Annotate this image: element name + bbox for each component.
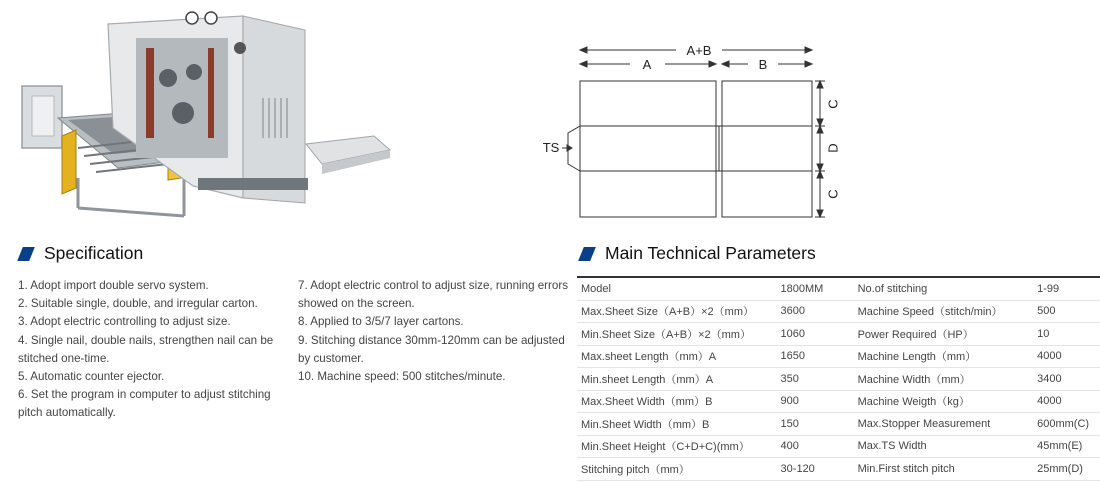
carton-dimension-diagram	[530, 38, 850, 228]
spec-line: 7. Adopt electric control to adjust size, running errors	[298, 279, 569, 292]
label-b: B	[758, 57, 768, 72]
param-name: Max.Stopper Measurement	[848, 413, 1026, 436]
param-name: Min.sheet Length（mm）A	[577, 368, 763, 391]
table-row	[577, 345, 1100, 368]
specification-heading	[16, 243, 143, 264]
stitching-machine-image	[18, 8, 393, 228]
param-value: 10	[1025, 323, 1100, 346]
param-name: No.of stitching	[848, 277, 1026, 300]
spec-line: 10. Machine speed: 500 stitches/minute.	[298, 370, 506, 384]
spec-line: 6. Set the program in computer to adjust stitching	[18, 388, 271, 402]
heading-marker-icon	[578, 247, 596, 261]
param-value: 1800MM	[763, 277, 848, 300]
param-value: 600mm(C)	[1025, 413, 1100, 436]
param-value: 4000	[1025, 390, 1100, 413]
param-value: 4000	[1025, 345, 1100, 368]
param-name: Max.TS Width	[848, 435, 1026, 458]
param-value: 1060	[763, 323, 848, 346]
param-name: Max.sheet Length（mm）A	[577, 345, 763, 368]
label-c-top: C	[825, 99, 841, 109]
param-value: 30-120	[763, 458, 848, 481]
param-value: 1-99	[1025, 277, 1100, 300]
table-row	[577, 458, 1100, 481]
param-name: Power Required（HP）	[848, 323, 1026, 346]
table-row	[577, 300, 1100, 323]
table-row	[577, 435, 1100, 458]
param-value: 25mm(D)	[1025, 458, 1100, 481]
spec-line: 9. Stitching distance 30mm-120mm can be adjusted	[298, 333, 565, 347]
spec-line: 5. Automatic counter ejector.	[18, 370, 165, 384]
param-name: Min.First stitch pitch	[848, 458, 1026, 481]
heading-marker-icon	[17, 247, 35, 261]
parameters-heading	[577, 243, 816, 264]
parameters-title: Main Technical Parameters	[605, 243, 816, 263]
param-value: 150	[763, 413, 848, 436]
spec-line: by customer.	[298, 351, 364, 365]
table-row	[577, 413, 1100, 436]
specification-list-left	[18, 277, 288, 423]
param-name: Machine Weigth（kg）	[848, 390, 1026, 413]
param-name: Max.Sheet Width（mm）B	[577, 390, 763, 413]
label-a-plus-b: A+B	[686, 43, 712, 58]
param-name: Machine Length（mm）	[848, 345, 1026, 368]
label-a: A	[642, 57, 652, 72]
spec-line: 3. Adopt electric controlling to adjust size.	[18, 315, 231, 329]
param-value: 3600	[763, 300, 848, 323]
table-row	[577, 368, 1100, 391]
param-name: Min.Sheet Height（C+D+C)(mm）	[577, 435, 763, 458]
spec-line: 2. Suitable single, double, and irregular carton.	[18, 297, 258, 311]
table-row	[577, 277, 1100, 300]
spec-line: 8. Applied to 3/5/7 layer cartons.	[298, 315, 464, 329]
spec-line: stitched one-time.	[18, 351, 110, 365]
table-row	[577, 390, 1100, 413]
param-name: Min.Sheet Size（A+B）×2（mm）	[577, 323, 763, 346]
spec-line: pitch automatically.	[18, 406, 116, 420]
param-name: Machine Speed（stitch/min）	[848, 300, 1026, 323]
param-value: 500	[1025, 300, 1100, 323]
param-name: Max.Sheet Size（A+B）×2（mm）	[577, 300, 763, 323]
param-value: 400	[763, 435, 848, 458]
param-value: 45mm(E)	[1025, 435, 1100, 458]
param-name: Machine Width（mm）	[848, 368, 1026, 391]
spec-line: 4. Single nail, double nails, strengthen nail can be	[18, 333, 274, 347]
specification-title: Specification	[44, 243, 144, 263]
spec-line: 1. Adopt import double servo system.	[18, 279, 209, 292]
label-d: D	[825, 143, 841, 153]
param-value: 1650	[763, 345, 848, 368]
label-ts: TS	[542, 140, 560, 155]
param-name: Min.Sheet Width（mm）B	[577, 413, 763, 436]
param-value: 900	[763, 390, 848, 413]
param-value: 350	[763, 368, 848, 391]
table-row	[577, 323, 1100, 346]
technical-parameters-table	[577, 276, 1100, 481]
spec-line: showed on the screen.	[298, 297, 415, 311]
specification-list-right	[298, 277, 576, 386]
param-name: Stitching pitch（mm）	[577, 458, 763, 481]
label-c-bottom: C	[825, 189, 841, 199]
param-name: Model	[577, 277, 763, 300]
param-value: 3400	[1025, 368, 1100, 391]
